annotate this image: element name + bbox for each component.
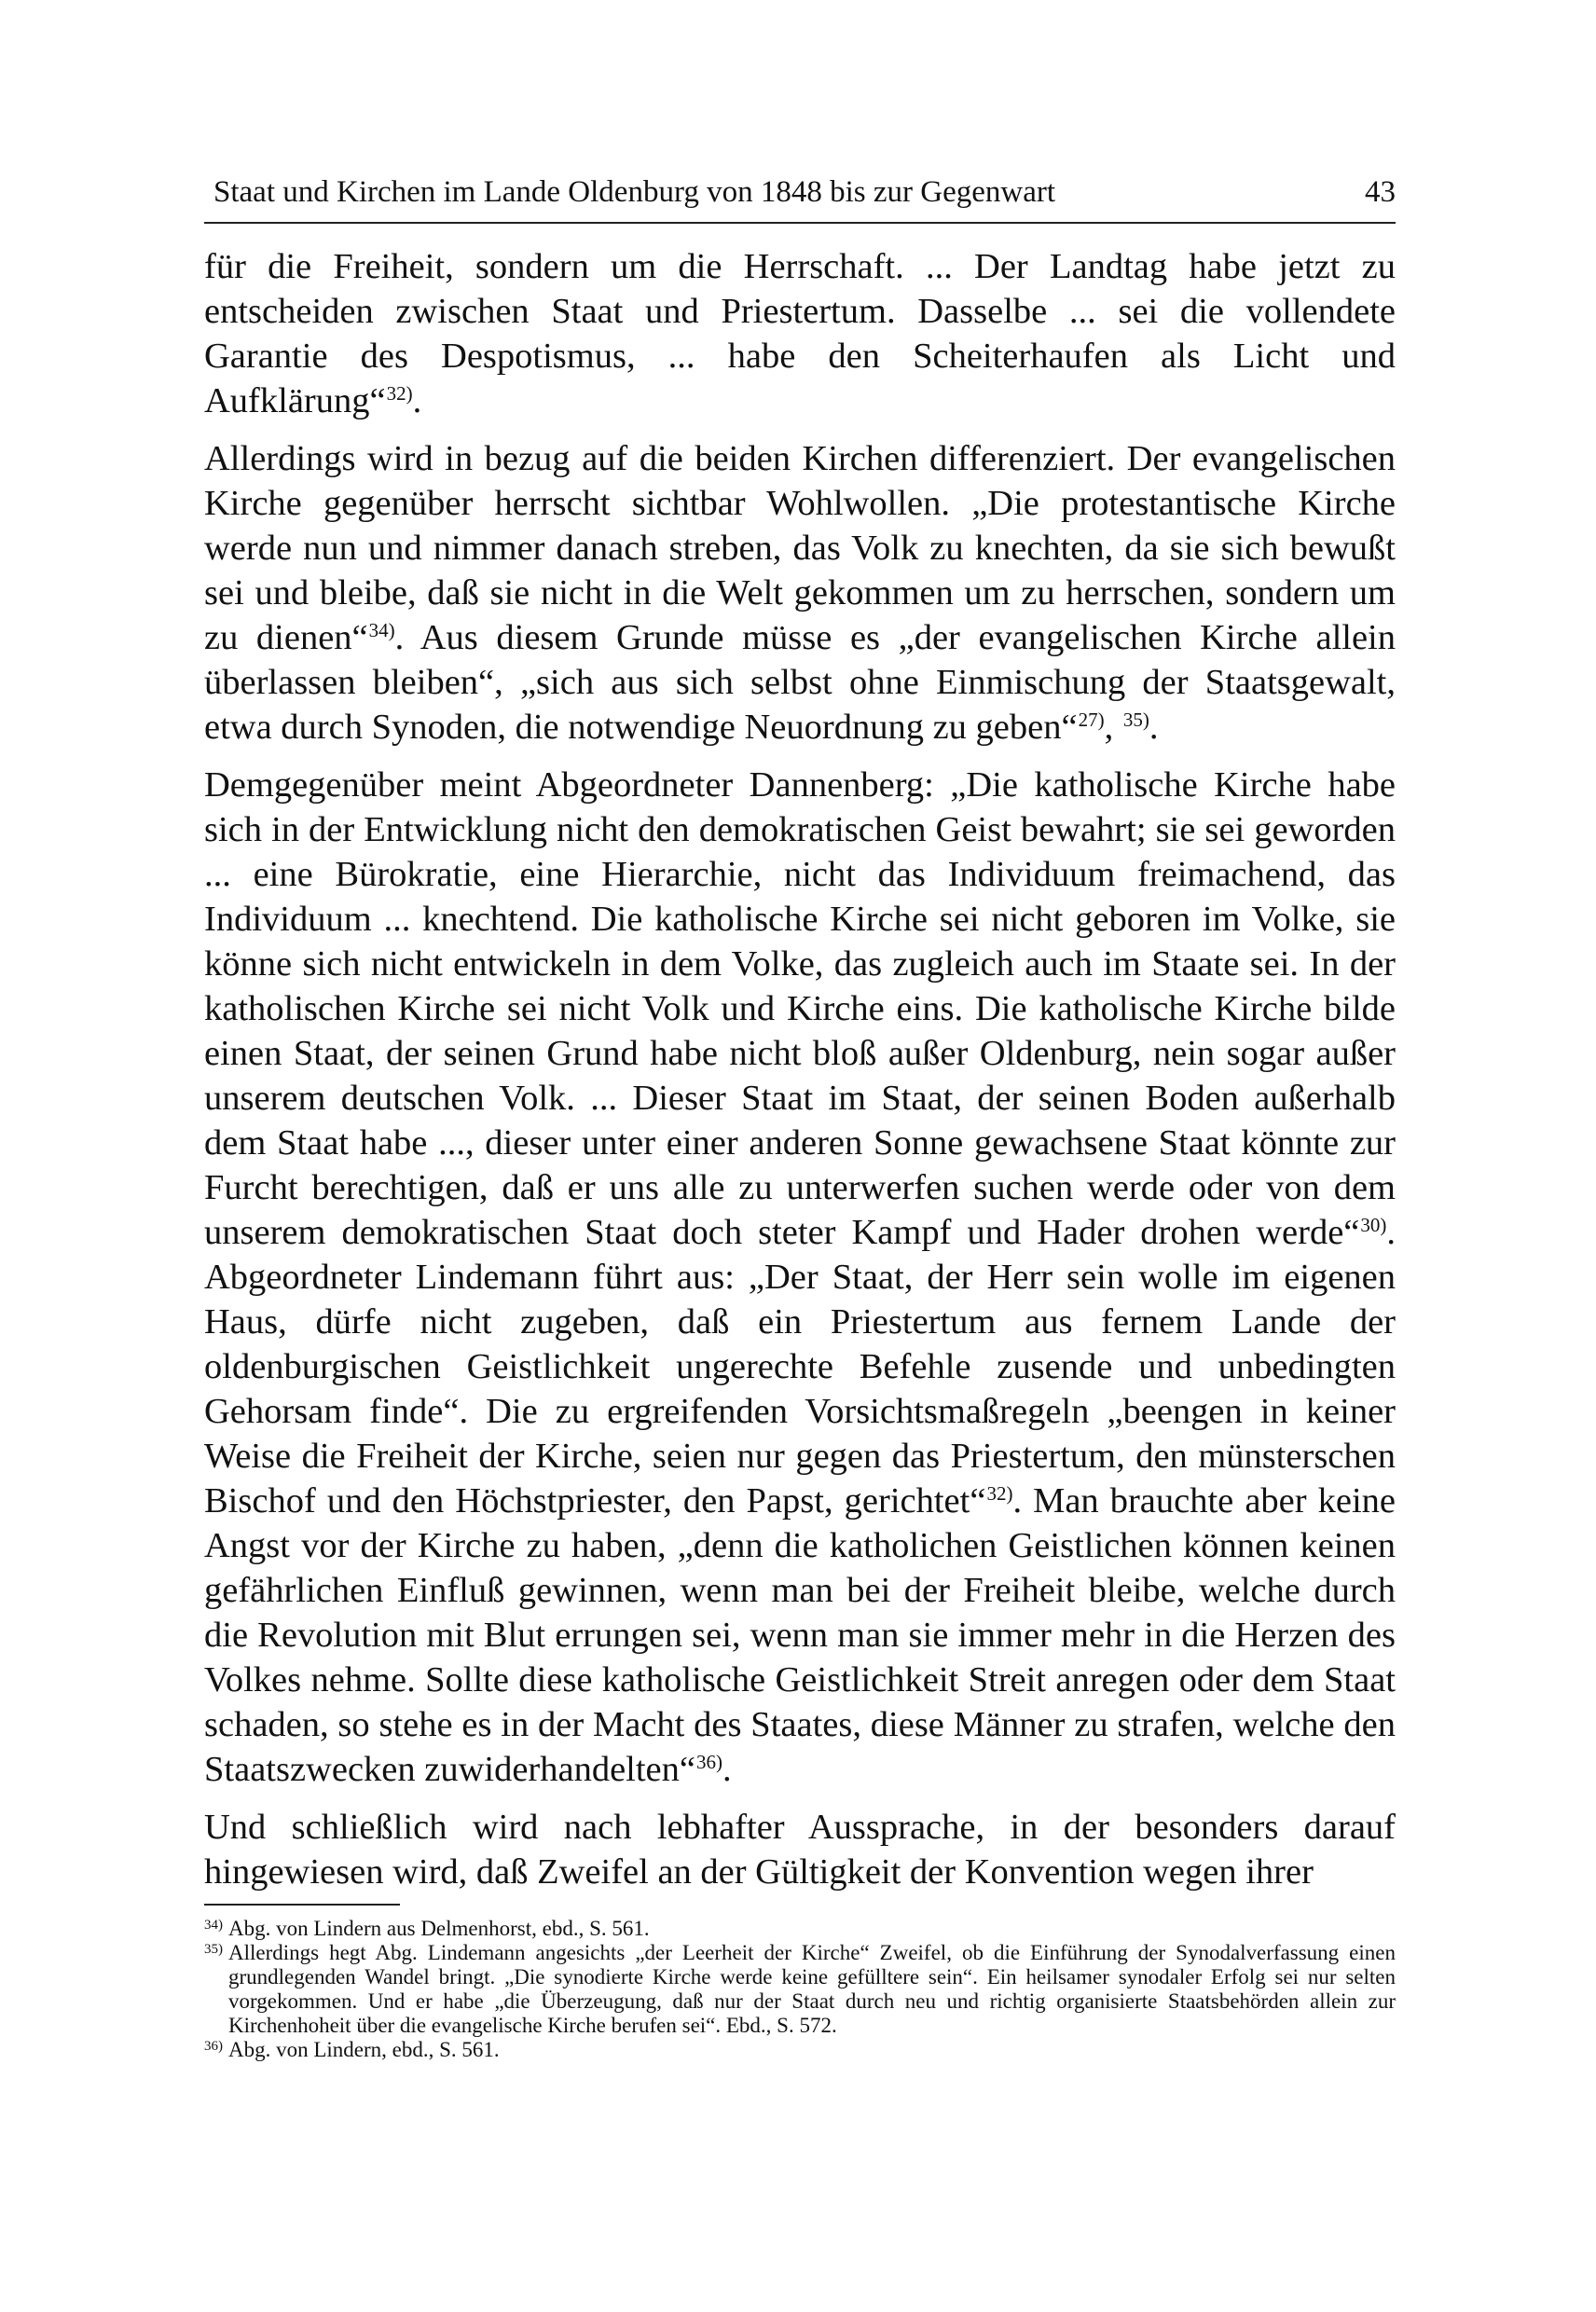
paragraph-text: . <box>412 381 422 420</box>
footnote <box>204 1917 1396 1941</box>
footnote-divider <box>204 1904 400 1906</box>
footnote-text: Allerdings hegt Abg. Lindemann angesichts „der Leerheit der Kirche“ Zweifel, ob die Einführung der Synodalverfassung einen grundlegenden Wandel bringt. „Die synodierte Kirche werde keine gefülltere sein“. Ein heilsamer synodaler Erfolg sei nur selten vorgekommen. Und er habe „die Überzeugung, daß nur der Staat durch neu und richtig organisierte Staatsbehörden allein zur Kirchenhoheit über die evangelische Kirche berufen sei“. Ebd., S. 572. <box>228 1941 1396 2037</box>
paragraph-text: Demgegenüber meint Abgeordneter Dannenberg: „Die katholische Kirche habe sich in der Entwicklung nicht den demokratischen Geist bewahrt; sie sei geworden ... eine Bürokratie, eine Hierarchie, nicht das Individuum freimachend, das Individuum ... knechtend. Die katholische Kirche sei nicht geboren im Volke, sie könne sich nicht entwickeln in dem Volke, das zugleich auch im Staate sei. In der katholischen Kirche sei nicht Volk und Kirche eins. Die katholische Kirche bilde einen Staat, der seinen Grund habe nicht bloß außer Oldenburg, nein sogar außer unserem deutschen Volk. ... Dieser Staat im Staat, der seinen Boden außerhalb dem Staat habe ..., dieser unter einer anderen Sonne gewachsene Staat könnte zur Furcht berechtigen, daß er uns alle zu unterwerfen suchen werde oder von dem unserem demokratischen Staat doch steter Kampf und Hader drohen werde“ <box>204 765 1396 1252</box>
footnote-marker: 35) <box>204 1942 223 1957</box>
footnote-reference: 27) <box>1078 709 1105 732</box>
footnote-text: Abg. von Lindern aus Delmenhorst, ebd., S. 561. <box>228 1917 650 1940</box>
footnote <box>204 2038 1396 2062</box>
paragraph <box>204 1805 1396 1894</box>
body-text <box>204 244 1396 1894</box>
paragraph <box>204 763 1396 1792</box>
paragraph-text: . Man brauchte aber keine Angst vor der Kirche zu haben, „denn die katholichen Geistlichen können keinen gefährlichen Einfluß gewinnen, wenn man bei der Freiheit bleibe, welche durch die Revolution mit Blut errungen sei, wenn man sie immer mehr in die Herzen des Volkes nehme. Sollte diese katholische Geistlichkeit Streit anregen oder dem Staat schaden, so stehe es in der Macht des Staates, diese Männer zu strafen, welche den Staatszwecken zuwiderhandelten“ <box>204 1481 1396 1789</box>
footnote <box>204 1941 1396 2038</box>
footnote-reference: 32) <box>386 382 413 406</box>
paragraph-text: , <box>1104 708 1122 747</box>
paragraph <box>204 244 1396 423</box>
running-head <box>204 168 1396 224</box>
footnote-reference: 30) <box>1360 1214 1387 1237</box>
paragraph-text: . <box>1149 708 1159 747</box>
paragraph-text: Und schließlich wird nach lebhafter Aussprache, in der besonders darauf hingewiesen wird, daß Zweifel an der Gültigkeit der Konvention wegen ihrer <box>204 1808 1396 1892</box>
running-title: Staat und Kirchen im Lande Oldenburg von 1848 bis zur Gegenwart <box>213 175 1056 209</box>
footnote-reference: 36) <box>696 1751 722 1774</box>
footnotes <box>204 1917 1396 2062</box>
footnote-reference: 34) <box>368 619 395 642</box>
book-page <box>204 168 1396 2200</box>
footnote-reference: 32) <box>986 1482 1013 1506</box>
footnote-reference: 35) <box>1122 709 1149 732</box>
paragraph-text: Allerdings wird in bezug auf die beiden Kirchen differenziert. Der evangelischen Kirche gegenüber herrscht sichtbar Wohlwollen. „Die protestantische Kirche werde nun und nimmer danach streben, das Volk zu knechten, da sie sich bewußt sei und bleibe, daß sie nicht in die Welt gekommen um zu herrschen, sondern um zu dienen“ <box>204 439 1396 657</box>
footnote-text: Abg. von Lindern, ebd., S. 561. <box>228 2038 500 2061</box>
footnote-marker: 34) <box>204 1918 223 1933</box>
paragraph <box>204 436 1396 750</box>
paragraph-text: für die Freiheit, sondern um die Herrschaft. ... Der Landtag habe jetzt zu entscheiden zwischen Staat und Priestertum. Dasselbe ... sei die vollendete Garantie des Despotismus, ... habe den Scheiterhaufen als Licht und Aufklärung“ <box>204 247 1396 420</box>
paragraph-text: . Aus diesem Grunde müsse es „der evangelischen Kirche allein überlassen bleiben“, „sich aus sich selbst ohne Einmischung der Staatsgewalt, etwa durch Synoden, die notwendige Neuordnung zu geben“ <box>204 618 1396 747</box>
paragraph-text: . <box>722 1750 732 1789</box>
page-number: 43 <box>1365 175 1396 209</box>
paragraph-text: . Abgeordneter Lindemann führt aus: „Der Staat, der Herr sein wolle im eigenen Haus, dürfe nicht zugeben, daß ein Priestertum aus fernem Lande der oldenburgischen Geistlichkeit ungerechte Befehle zusende und unbedingten Gehorsam finde“. Die zu ergreifenden Vorsichtsmaßregeln „beengen in keiner Weise die Freiheit der Kirche, seien nur gegen das Priestertum, den münsterschen Bischof und den Höchstpriester, den Papst, gerichtet“ <box>204 1213 1396 1521</box>
footnote-marker: 36) <box>204 2039 223 2054</box>
